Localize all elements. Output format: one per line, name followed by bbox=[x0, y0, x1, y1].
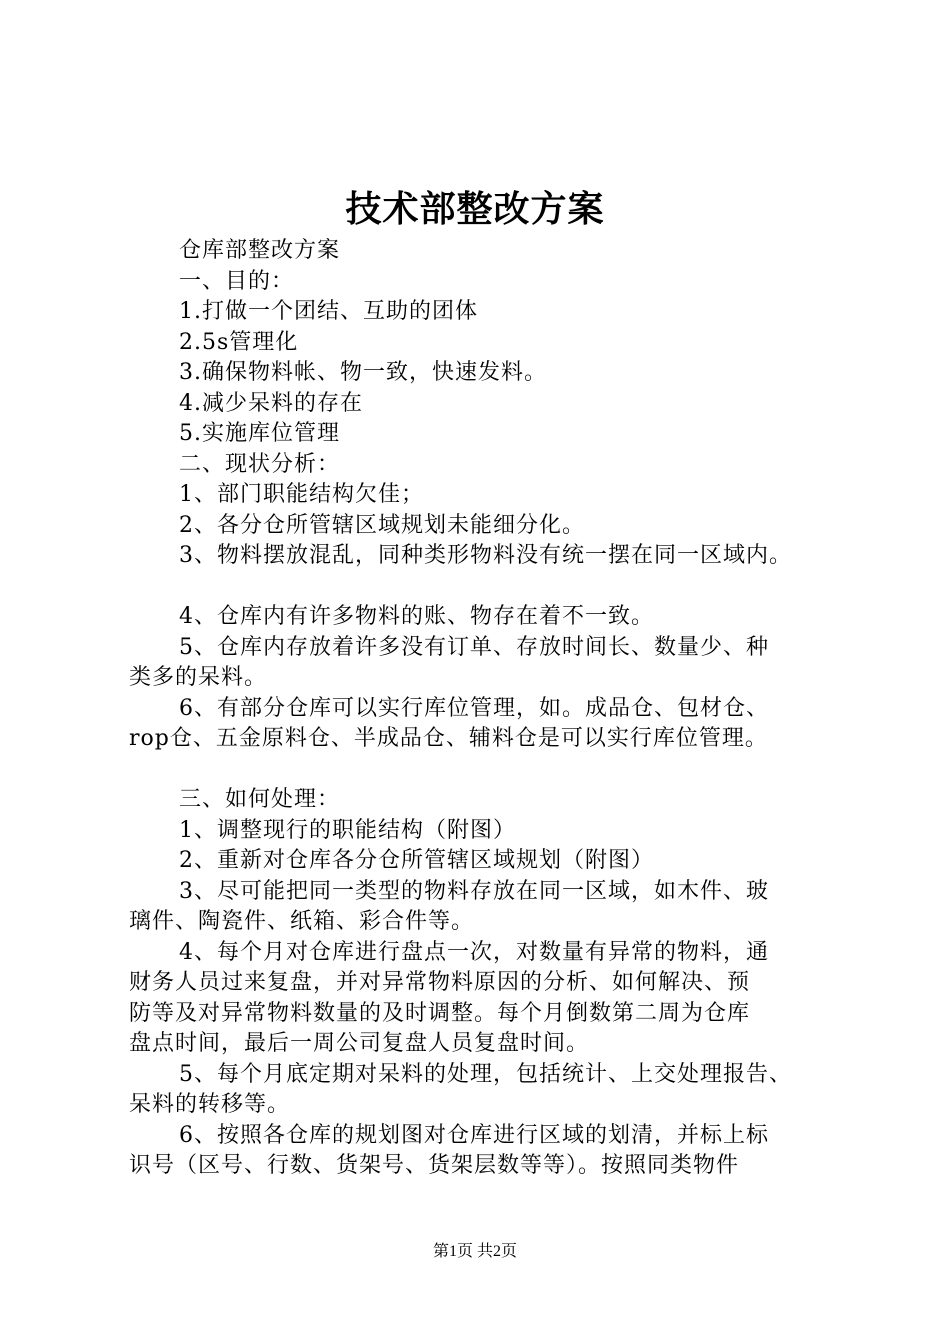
paragraph-line: 类多的呆料。 bbox=[129, 665, 268, 690]
list-item: 5.实施库位管理 bbox=[179, 421, 340, 446]
blank-line bbox=[129, 572, 849, 603]
list-item: 2.5s管理化 bbox=[179, 329, 299, 355]
paragraph-line: 财务人员过来复盘，并对异常物料原因的分析、如何解决、预 bbox=[129, 970, 751, 995]
section-heading: 一、目的： bbox=[179, 268, 295, 294]
section-heading: 三、如何处理： bbox=[179, 787, 341, 812]
list-item: 3、物料摆放混乱，同种类形物料没有统一摆在同一区域内。 bbox=[179, 543, 792, 568]
list-item: 1.打做一个团结、互助的团体 bbox=[179, 299, 478, 324]
paragraph-line: 5、每个月底定期对呆料的处理，包括统计、上交处理报告、 bbox=[179, 1061, 792, 1087]
paragraph-line: 4、每个月对仓库进行盘点一次，对数量有异常的物料，通 bbox=[179, 939, 769, 965]
paragraph-line: 3、尽可能把同一类型的物料存放在同一区域，如木件、玻 bbox=[179, 878, 769, 904]
section-heading: 仓库部整改方案 bbox=[179, 238, 341, 263]
paragraph-line: 6、有部分仓库可以实行库位管理，如。成品仓、包材仓、 bbox=[179, 695, 769, 721]
document-title: 技术部整改方案 bbox=[345, 188, 605, 230]
paragraph-line: 呆料的转移等。 bbox=[129, 1092, 291, 1117]
list-item: 2、重新对仓库各分仓所管辖区域规划（附图） bbox=[179, 848, 654, 873]
list-item: 4、仓库内有许多物料的账、物存在着不一致。 bbox=[179, 604, 654, 629]
list-item: 1、调整现行的职能结构（附图） bbox=[179, 817, 516, 843]
section-heading: 二、现状分析： bbox=[179, 451, 341, 477]
paragraph-line: 盘点时间，最后一周公司复盘人员复盘时间。 bbox=[129, 1031, 590, 1056]
paragraph-line: 璃件、陶瓷件、纸箱、彩合件等。 bbox=[129, 909, 475, 934]
list-item: 4.减少呆料的存在 bbox=[179, 390, 363, 416]
paragraph-line: rop仓、五金原料仓、半成品仓、辅料仓是可以实行库位管理。 bbox=[129, 726, 768, 751]
document-body bbox=[129, 236, 849, 1182]
list-item: 2、各分仓所管辖区域规划未能细分化。 bbox=[179, 512, 585, 538]
paragraph-line: 5、仓库内存放着许多没有订单、存放时间长、数量少、种 bbox=[179, 634, 769, 660]
blank-line bbox=[129, 755, 849, 786]
paragraph-line: 识号（区号、行数、货架号、货架层数等等）。按照同类物件 bbox=[129, 1153, 740, 1178]
paragraph-line: 防等及对异常物料数量的及时调整。每个月倒数第二周为仓库 bbox=[129, 1000, 751, 1026]
page-number: 第1页 共2页 bbox=[432, 1243, 517, 1260]
list-item: 3.确保物料帐、物一致，快速发料。 bbox=[179, 360, 547, 385]
paragraph-line: 6、按照各仓库的规划图对仓库进行区域的划清，并标上标 bbox=[179, 1122, 769, 1148]
list-item: 1、部门职能结构欠佳； bbox=[179, 482, 424, 507]
